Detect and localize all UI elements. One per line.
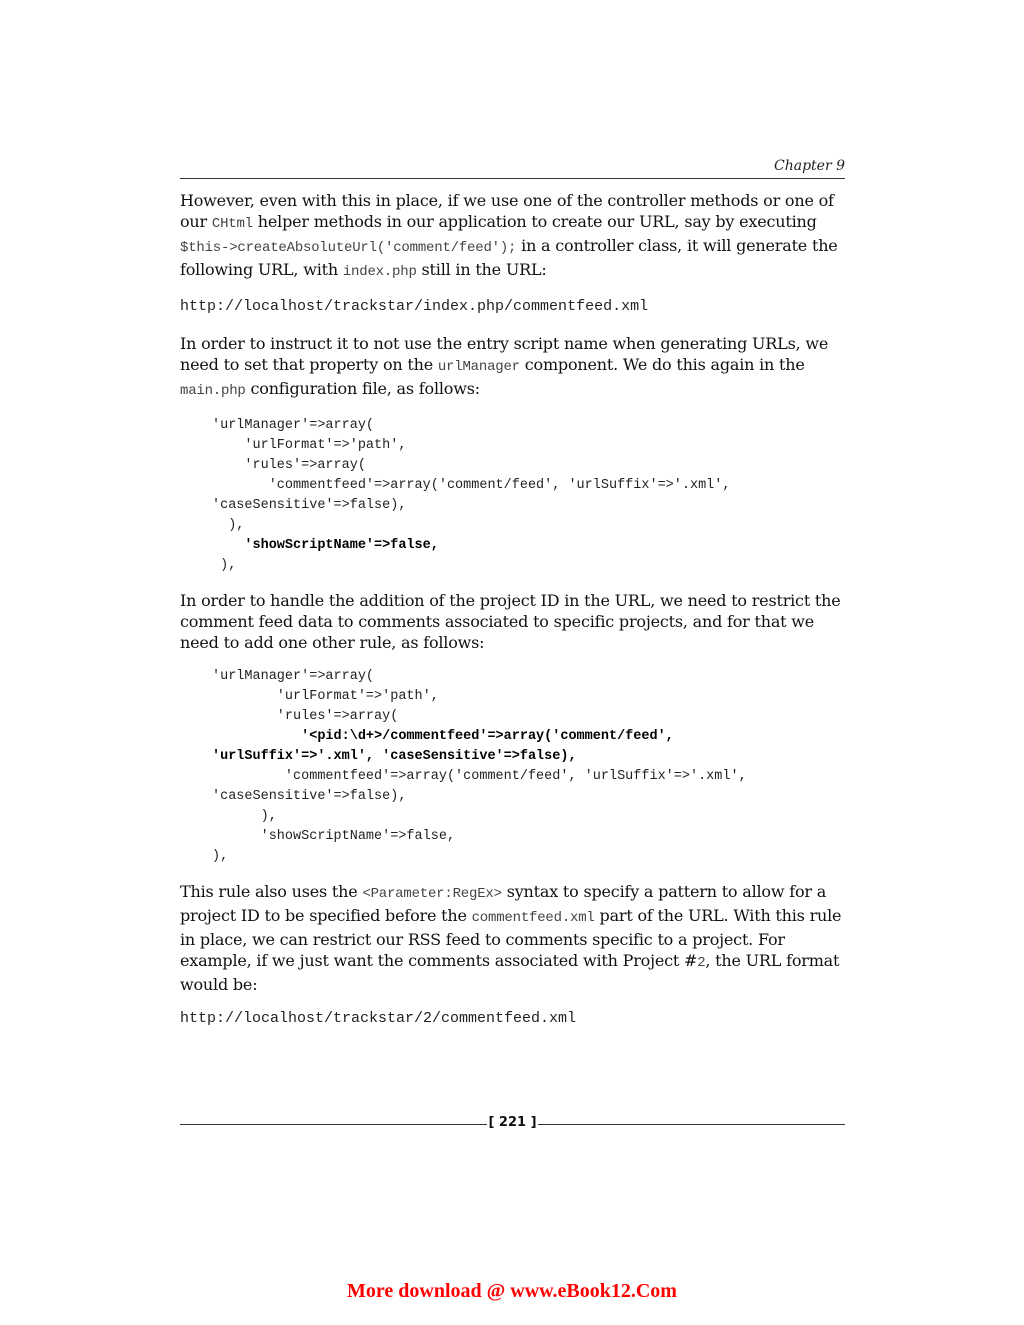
page-content — [180, 190, 845, 1045]
code-line: 'showScriptName'=>false, — [212, 829, 456, 844]
text: However, even with this in place, if we use one of the controller methods or one of our — [180, 191, 834, 231]
code-line: ), — [212, 558, 237, 573]
url-example-1: http://localhost/trackstar/index.php/commentfeed.xml — [180, 298, 649, 315]
text: in a controller class, it will generate the following URL, with — [180, 236, 838, 279]
page-footer — [180, 1114, 845, 1134]
chapter-label: Chapter 9 — [774, 158, 845, 174]
text: syntax to specify a pattern to allow for a project ID to be specified before the — [180, 882, 827, 925]
paragraph-4 — [180, 881, 845, 995]
code-line: 'urlManager'=>array( — [212, 669, 375, 684]
inline-code: main.php — [180, 383, 246, 399]
text: part of the URL. With this rule in place, we can restrict our RSS feed to comments specific to a project. For example, if we just want the comments associated with Project # — [180, 906, 842, 970]
code-line: 'urlFormat'=>'path', — [212, 438, 407, 453]
code-line: 'urlManager'=>array( — [212, 418, 375, 433]
text: component. We do this again in the — [519, 355, 805, 374]
code-line: 'rules'=>array( — [212, 709, 399, 724]
download-banner: More download @ www.eBook12.Com — [347, 1280, 677, 1302]
paragraph-2 — [180, 333, 845, 402]
inline-code: <Parameter:RegEx> — [362, 886, 502, 902]
code-line: ), — [212, 809, 277, 824]
code-line-highlighted: '<pid:\d+>/commentfeed'=>array('comment/feed', — [212, 729, 674, 744]
code-block-1 — [212, 416, 845, 576]
code-line: 'commentfeed'=>array('comment/feed', 'urlSuffix'=>'.xml', — [212, 769, 747, 784]
text: configuration file, as follows: — [245, 379, 480, 398]
url-example-2: http://localhost/trackstar/2/commentfeed.xml — [180, 1010, 577, 1027]
text: still in the URL: — [416, 260, 547, 279]
paragraph-1 — [180, 190, 845, 283]
page-number: [ 221 ] — [488, 1115, 537, 1130]
code-line: 'caseSensitive'=>false), — [212, 498, 407, 513]
code-block-2 — [212, 667, 845, 867]
text: This rule also uses the — [180, 882, 363, 901]
inline-code: index.php — [342, 264, 417, 280]
inline-code: CHtml — [211, 216, 253, 232]
code-line: 'caseSensitive'=>false), — [212, 789, 407, 804]
paragraph-3: In order to handle the addition of the project ID in the URL, we need to restrict the comment feed data to comments associated to specific projects, and for that we need to add one other rule, as follows: — [180, 591, 841, 652]
inline-code: commentfeed.xml — [471, 910, 595, 926]
code-line: 'commentfeed'=>array('comment/feed', 'urlSuffix'=>'.xml', — [212, 478, 731, 493]
code-line: 'urlFormat'=>'path', — [212, 689, 439, 704]
code-line-highlighted: 'urlSuffix'=>'.xml', 'caseSensitive'=>false), — [212, 749, 577, 764]
inline-code: urlManager — [437, 359, 520, 375]
footer-rule-left — [180, 1124, 487, 1125]
page-header — [180, 156, 845, 179]
text: In order to instruct it to not use the entry script name when generating URLs, we need to set that property on the — [180, 334, 829, 374]
text: helper methods in our application to create our URL, say by executing — [252, 212, 817, 231]
code-line: 'rules'=>array( — [212, 458, 366, 473]
code-line-highlighted: 'showScriptName'=>false, — [212, 538, 439, 553]
code-line: ), — [212, 518, 245, 533]
inline-code: 2 — [697, 955, 706, 971]
inline-code: $this->createAbsoluteUrl('comment/feed'); — [180, 240, 517, 256]
footer-rule-right — [538, 1124, 845, 1125]
text: , the URL format would be: — [180, 951, 840, 994]
code-line: ), — [212, 849, 229, 864]
